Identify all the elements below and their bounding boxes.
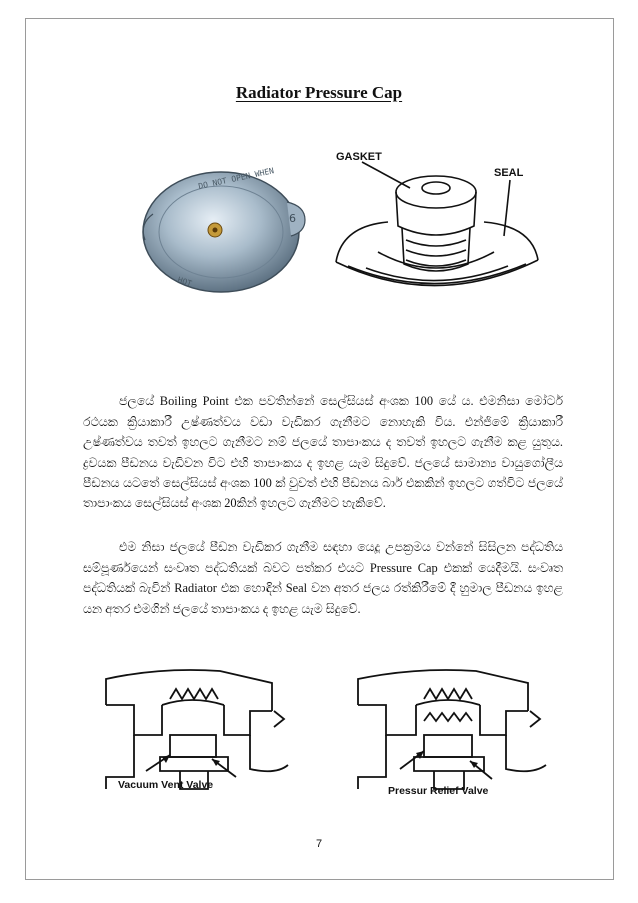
caption-vacuum-vent-valve: Vacuum Vent Valve: [118, 779, 214, 791]
seal-label: SEAL: [494, 167, 524, 179]
svg-text:DO NOT OPEN WHEN: DO NOT OPEN WHEN: [197, 166, 275, 191]
paragraph-boiling-point: ජලයේ Boiling Point එක පවතින්නේ සෙල්සියස් අංශක 100 යේ ය. එමනිසා මෝටර් රථයක ක්‍රියාකාරී උෂ්ණත්වය වඩා වැඩිකර ගැනීමට නොහැකි විය. එන්ජිමේ ක්‍රියාකාරී උෂ්ණත්වය තවත් ඉහලට ගැනීමට නම් ජලයේ තාපාංකය ද තවත් ඉහලට ගැනීම කළ යුතුය. ද්‍රවයක පීඩනය වැඩිවන විට එහි තාපාංකය ද ඉහළ යැම සිදුවේ. ජලයේ සාමාන්‍ය වායුගෝලීය පීඩනය යටතේ සෙල්සියස් අංශක 100 ක් වුවත් එහි පීඩනය බාර් එකකින් ඉහලට ගත්විට ජලයේ තාපාංකය සෙල්සියස් අංශක 20කින් ඉහලට ගැනීමට හැකිවේ.: [83, 394, 563, 511]
svg-text:HOT: HOT: [176, 275, 193, 289]
radiator-cap-photo: [137, 154, 309, 300]
page-title: Radiator Pressure Cap: [235, 83, 403, 102]
gasket-label: GASKET: [336, 151, 382, 163]
caption-pressure-relief-valve: Pressur Relief Valve: [388, 785, 489, 797]
svg-text:6: 6: [289, 212, 296, 225]
paragraph-pressure-cap: එම නිසා ජලයේ පීඩන වැඩිකර ගැනීම සඳහා යෙදූ උපක්‍රමය වන්නේ සිසිලන පද්ධතිය සම්පූර්ණයෙන් සංවෘත පද්ධතියක් බවට පත්කර එයට Pressure Cap එකක් යෙදීමයි. සංවෘත පද්ධතියක් බැවින් Radiator එක හොඳින් Seal වන අතර ජලය රත්කිරීමේ දී හුමාල පීඩනය ඉහළ යන අතර එමගින් ජලයේ තාපාංකය ද ඉහළ යැම සිදුවේ.: [83, 540, 563, 616]
cap-cross-section-diagram: [318, 144, 554, 316]
page-number: 7: [315, 838, 323, 850]
pressure-relief-valve-diagram: [352, 665, 552, 805]
